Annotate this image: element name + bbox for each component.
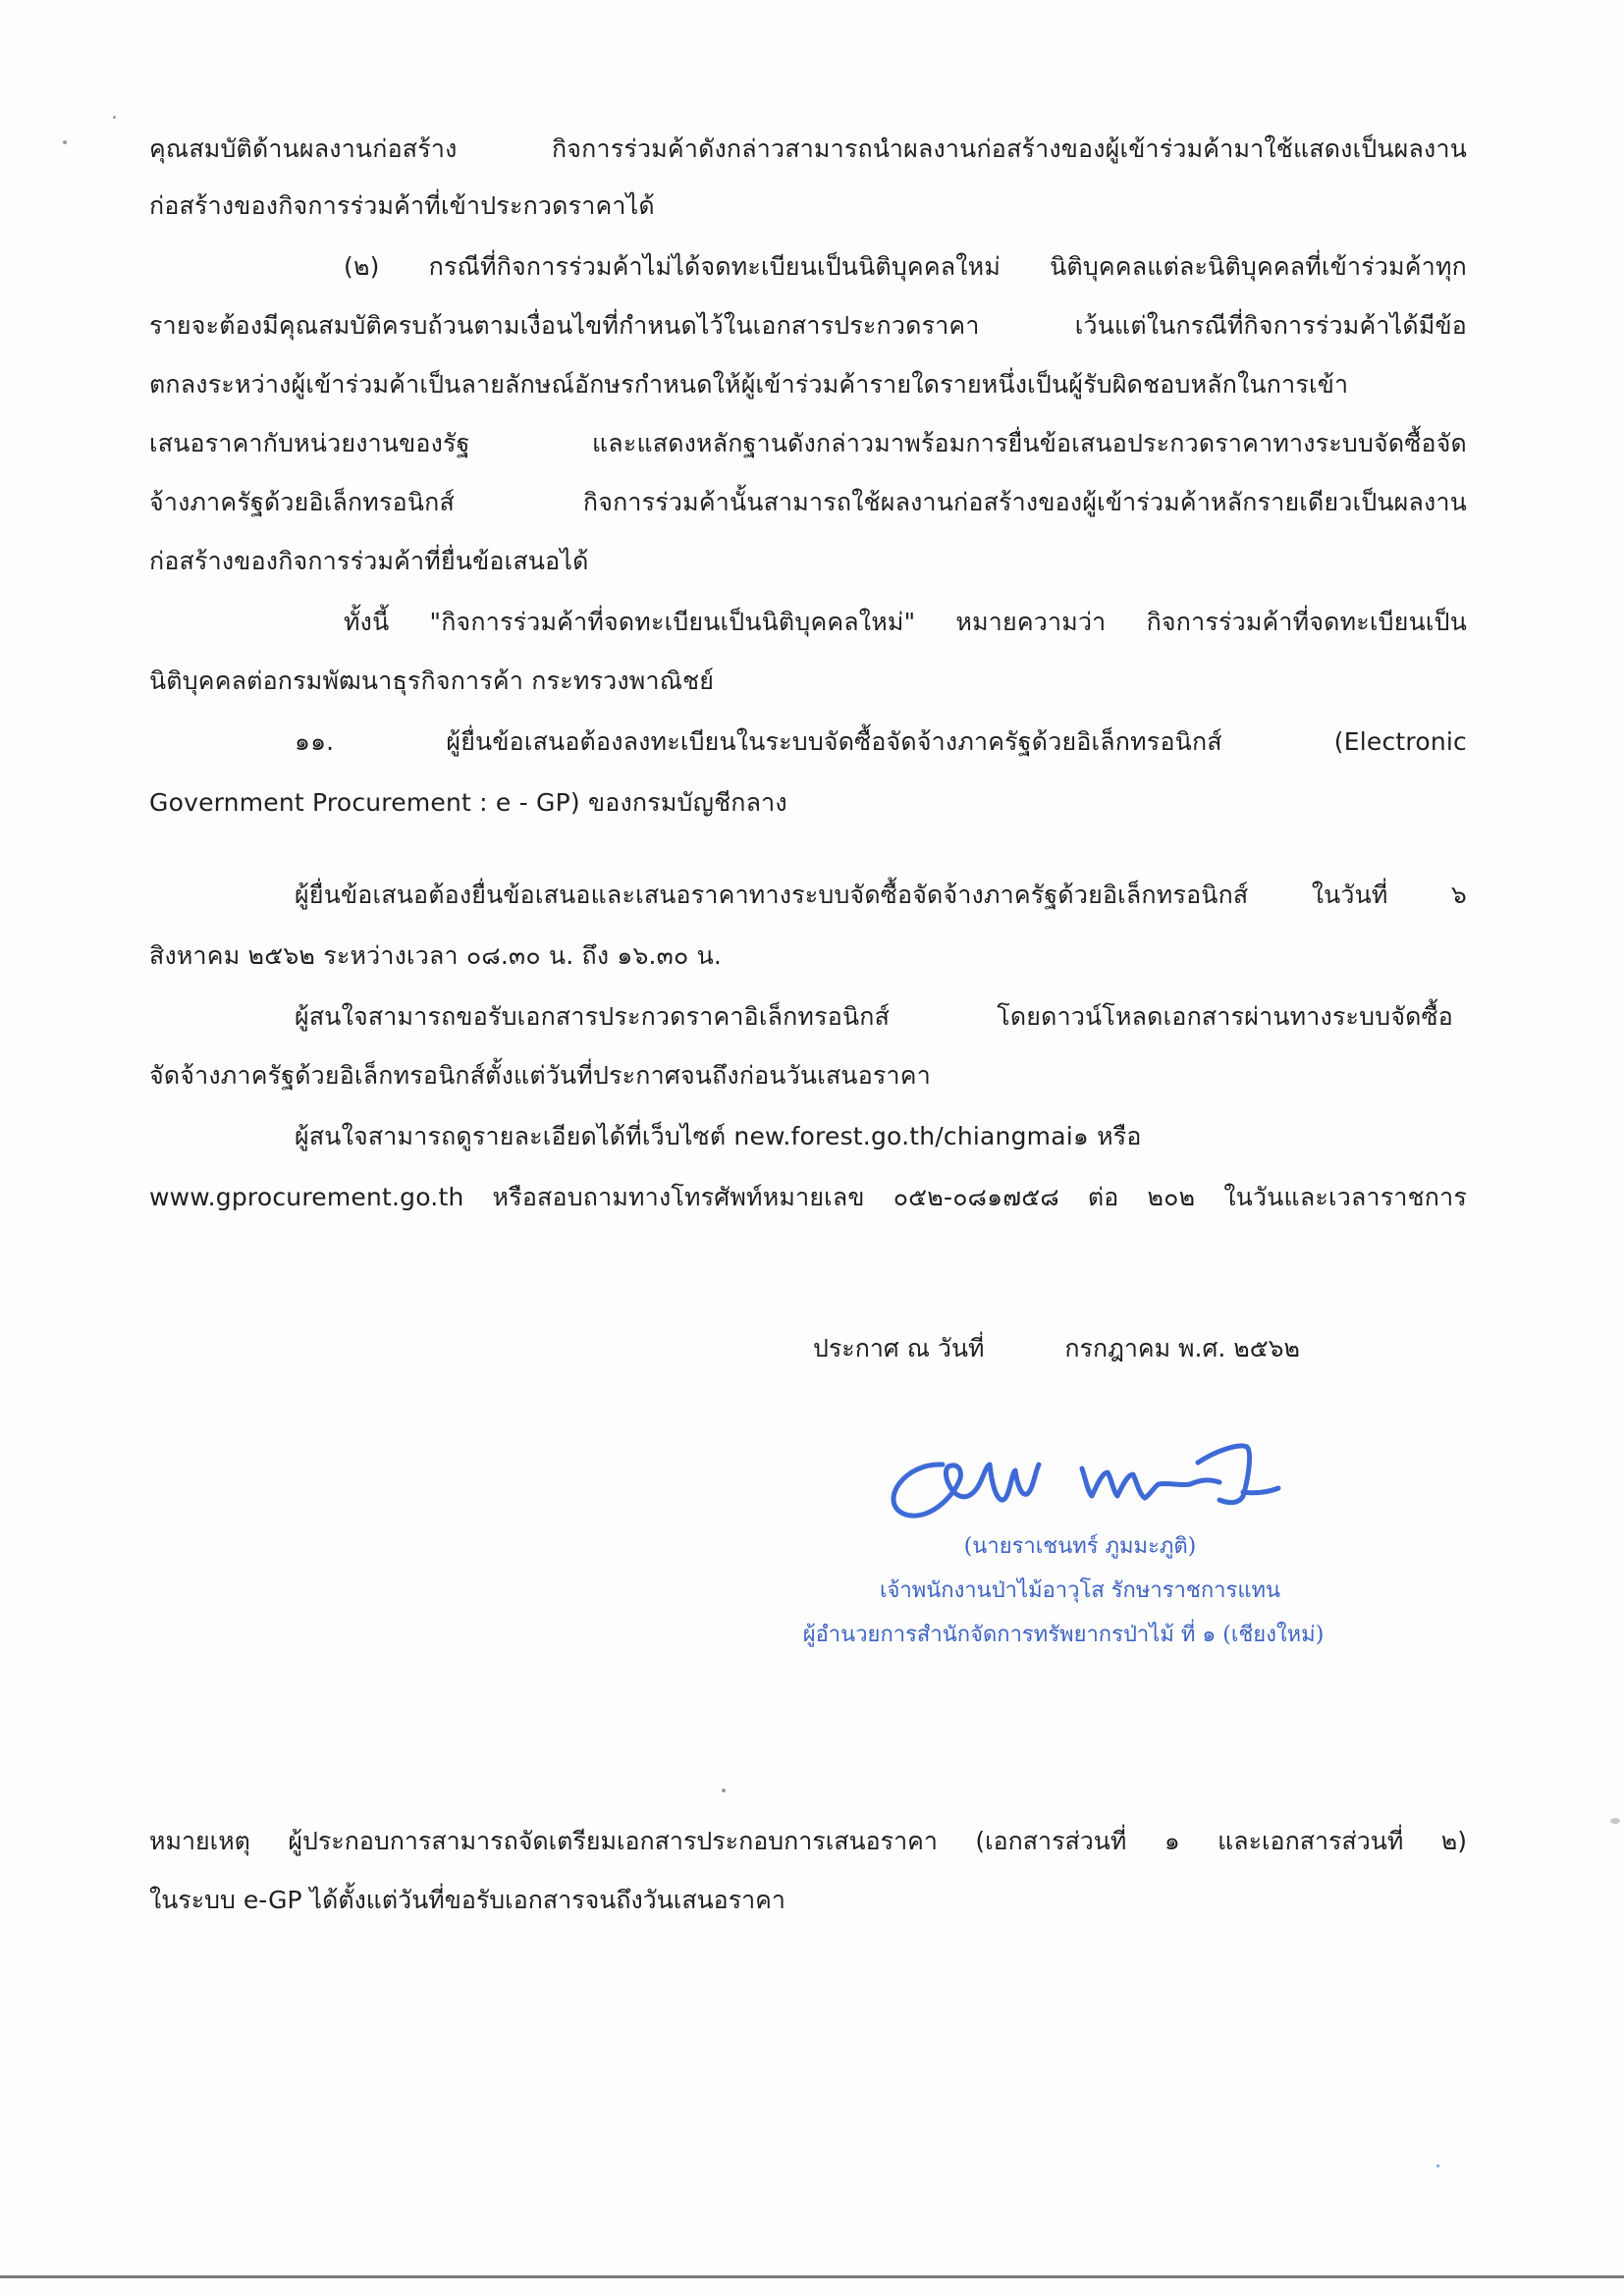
- signer-office: ผู้อำนวยการสำนักจัดการทรัพยากรป่าไม้ ที่ ๑ (เชียงใหม่): [802, 1623, 1325, 1647]
- body-line: รายจะต้องมีคุณสมบัติครบถ้วนตามเงื่อนไขที่กำหนดไว้ในเอกสารประกวดราคา เว้นแต่ในกรณีที่กิจการร่วมค้าได้มีข้อ: [149, 311, 1467, 340]
- signer-position: เจ้าพนักงานป่าไม้อาวุโส รักษาราชการแทน: [879, 1578, 1281, 1603]
- body-line: ผู้สนใจสามารถขอรับเอกสารประกวดราคาอิเล็กทรอนิกส์ โดยดาวน์โหลดเอกสารผ่านทางระบบจัดซื้อ: [295, 1002, 1453, 1031]
- body-line: เสนอราคากับหน่วยงานของรัฐ และแสดงหลักฐานดังกล่าวมาพร้อมการยื่นข้อเสนอประกวดราคาทางระบบจัดซื้อจัด: [149, 429, 1467, 457]
- announcement-date: กรกฎาคม พ.ศ. ๒๕๖๒: [1064, 1334, 1300, 1362]
- body-line: (๒) กรณีที่กิจการร่วมค้าไม่ได้จดทะเบียนเป็นนิติบุคคลใหม่ นิติบุคคลแต่ละนิติบุคคลที่เข้าร่วมค้าทุก: [344, 252, 1467, 281]
- body-line: Government Procurement : e - GP) ของกรมบัญชีกลาง: [149, 788, 787, 817]
- handwritten-signature: [874, 1394, 1286, 1531]
- scan-speck: [63, 140, 67, 144]
- body-line: จ้างภาครัฐด้วยอิเล็กทรอนิกส์ กิจการร่วมค้านั้นสามารถใช้ผลงานก่อสร้างของผู้เข้าร่วมค้าหลักรายเดียวเป็นผลงาน: [149, 488, 1467, 516]
- signer-name: (นายราเชนทร์ ภูมมะภูติ): [963, 1534, 1197, 1559]
- body-line: สิงหาคม ๒๕๖๒ ระหว่างเวลา ๐๘.๓๐ น. ถึง ๑๖.๓๐ น.: [149, 941, 723, 970]
- body-line: www.gprocurement.go.th หรือสอบถามทางโทรศัพท์หมายเลข ๐๕๒-๐๘๑๗๕๘ ต่อ ๒๐๒ ในวันและเวลาราชการ: [149, 1183, 1467, 1211]
- body-line: ก่อสร้างของกิจการร่วมค้าที่ยื่นข้อเสนอได้: [149, 547, 589, 575]
- note-line: หมายเหตุ ผู้ประกอบการสามารถจัดเตรียมเอกสารประกอบการเสนอราคา (เอกสารส่วนที่ ๑ และเอกสารส่วนที่ ๒): [149, 1827, 1467, 1855]
- body-line: คุณสมบัติด้านผลงานก่อสร้าง กิจการร่วมค้าดังกล่าวสามารถนำผลงานก่อสร้างของผู้เข้าร่วมค้ามาใช้แสดงเป็นผลงาน: [149, 134, 1467, 163]
- body-line: ทั้งนี้ "กิจการร่วมค้าที่จดทะเบียนเป็นนิติบุคคลใหม่" หมายความว่า กิจการร่วมค้าที่จดทะเบียนเป็น: [344, 608, 1467, 636]
- body-line: นิติบุคคลต่อกรมพัฒนาธุรกิจการค้า กระทรวงพาณิชย์: [149, 667, 715, 695]
- announcement-label: ประกาศ ณ วันที่: [813, 1334, 985, 1362]
- body-line: ก่อสร้างของกิจการร่วมค้าที่เข้าประกวดราคาได้: [149, 191, 655, 220]
- scan-speck: [113, 116, 116, 119]
- scan-speck: [1436, 2164, 1439, 2167]
- body-line: ผู้สนใจสามารถดูรายละเอียดได้ที่เว็บไซต์ new.forest.go.th/chiangmai๑ หรือ: [295, 1122, 1142, 1150]
- scan-edge-line: [0, 2275, 1624, 2278]
- body-line: ผู้ยื่นข้อเสนอต้องยื่นข้อเสนอและเสนอราคาทางระบบจัดซื้อจัดจ้างภาครัฐด้วยอิเล็กทรอนิกส์ ในวันที่ ๖: [295, 881, 1467, 909]
- scan-speck: [722, 1789, 726, 1792]
- announcement-line: [813, 1329, 1300, 1368]
- body-line: จัดจ้างภาครัฐด้วยอิเล็กทรอนิกส์ตั้งแต่วันที่ประกาศจนถึงก่อนวันเสนอราคา: [149, 1061, 931, 1090]
- note-line: ในระบบ e-GP ได้ตั้งแต่วันที่ขอรับเอกสารจนถึงวันเสนอราคา: [149, 1886, 785, 1914]
- scan-speck: [1610, 1818, 1620, 1824]
- body-line: ๑๑. ผู้ยื่นข้อเสนอต้องลงทะเบียนในระบบจัดซื้อจัดจ้างภาครัฐด้วยอิเล็กทรอนิกส์ (Electronic: [295, 727, 1467, 756]
- body-line: ตกลงระหว่างผู้เข้าร่วมค้าเป็นลายลักษณ์อักษรกำหนดให้ผู้เข้าร่วมค้ารายใดรายหนึ่งเป็นผู้รับผิดชอบหลักในการเข้า: [149, 370, 1349, 399]
